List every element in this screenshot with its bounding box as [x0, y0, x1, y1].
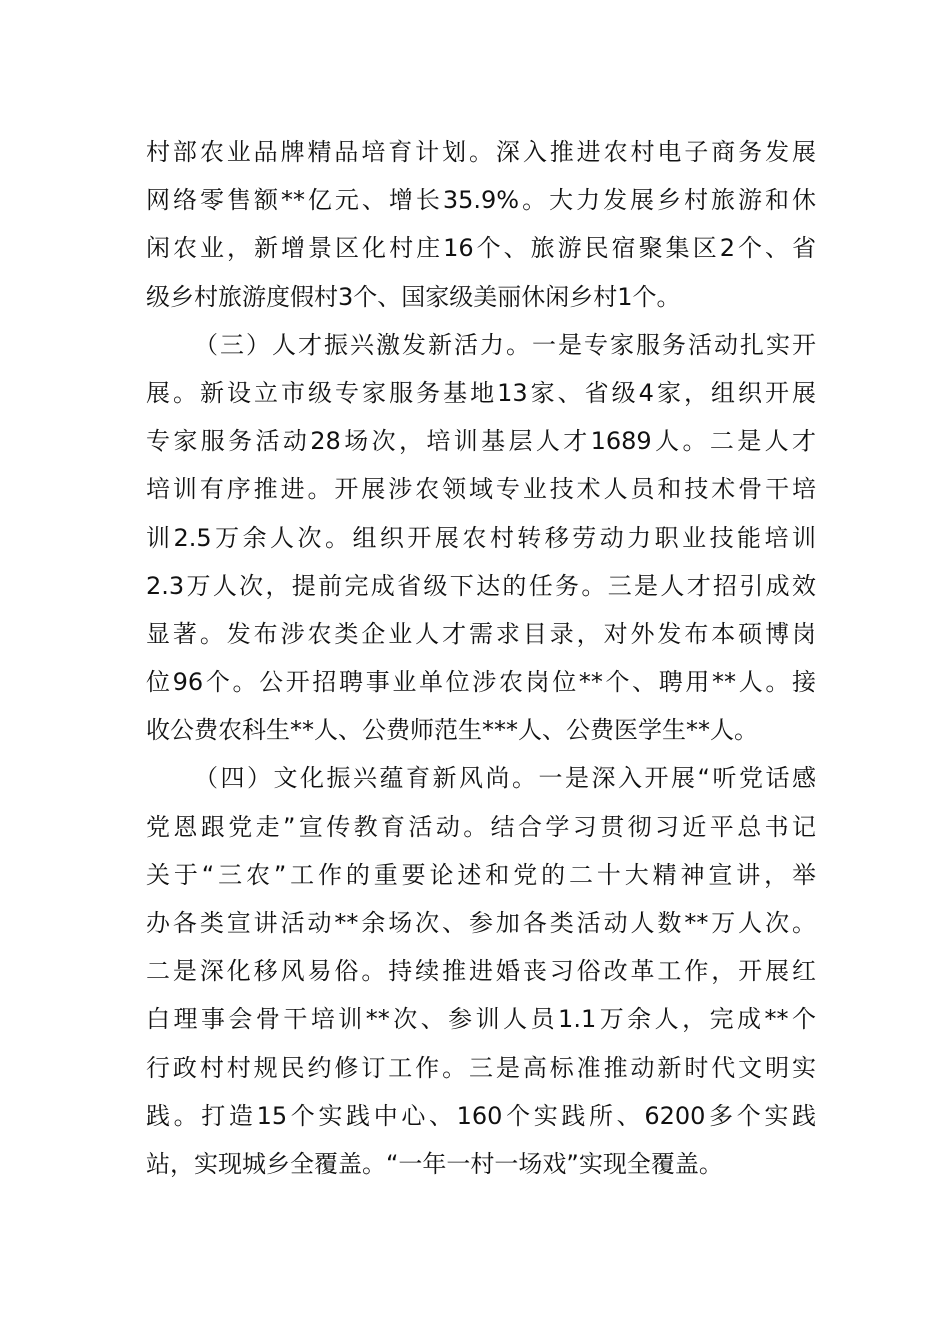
text-line: 党恩跟党走”宣传教育活动。结合学习贯彻习近平总书记 — [146, 812, 816, 841]
text-line: 白理事会骨干培训**次、参训人员1.1万余人，完成**个 — [146, 1005, 816, 1034]
text-line: 展。新设立市级专家服务基地13家、省级4家，组织开展 — [146, 378, 816, 407]
text-line: 站，实现城乡全覆盖。“一年一村一场戏”实现全覆盖。 — [146, 1149, 723, 1178]
text-line: 村部农业品牌精品培育计划。深入推进农村电子商务发展 — [146, 138, 816, 166]
text-line: 网络零售额**亿元、增长35.9%。大力发展乡村旅游和休 — [146, 186, 816, 215]
text-line: 培训有序推进。开展涉农领域专业技术人员和技术骨干培 — [146, 475, 816, 504]
section-heading-line: （三）人才振兴激发新活力。一是专家服务活动扎实开 — [194, 330, 816, 359]
text-line: 级乡村旅游度假村3个、国家级美丽休闲乡村1个。 — [146, 282, 681, 311]
text-line: 二是深化移风易俗。持续推进婚丧习俗改革工作，开展红 — [146, 957, 816, 986]
text-line: 践。打造15个实践中心、160个实践所、6200多个实践 — [146, 1101, 816, 1130]
text-line: 显著。发布涉农类企业人才需求目录，对外发布本硕博岗 — [146, 619, 816, 648]
text-line: 行政村村规民约修订工作。三是高标准推动新时代文明实 — [146, 1053, 816, 1082]
text-line: 2.3万人次，提前完成省级下达的任务。三是人才招引成效 — [146, 571, 816, 600]
text-line: 办各类宣讲活动**余场次、参加各类活动人数**万人次。 — [146, 909, 816, 937]
text-line: 收公费农科生**人、公费师范生***人、公费医学生**人。 — [146, 716, 758, 745]
text-line: 专家服务活动28场次，培训基层人才1689人。二是人才 — [146, 427, 816, 456]
text-line: 训2.5万余人次。组织开展农村转移劳动力职业技能培训 — [146, 523, 816, 552]
section-heading-line: （四）文化振兴蕴育新风尚。一是深入开展“听党话感 — [194, 764, 816, 793]
text-line: 关于“三农”工作的重要论述和党的二十大精神宣讲，举 — [146, 860, 816, 889]
body-text — [146, 128, 816, 1188]
text-line: 闲农业，新增景区化村庄16个、旅游民宿聚集区2个、省 — [146, 234, 816, 263]
text-line: 位96个。公开招聘事业单位涉农岗位**个、聘用**人。接 — [146, 668, 816, 697]
